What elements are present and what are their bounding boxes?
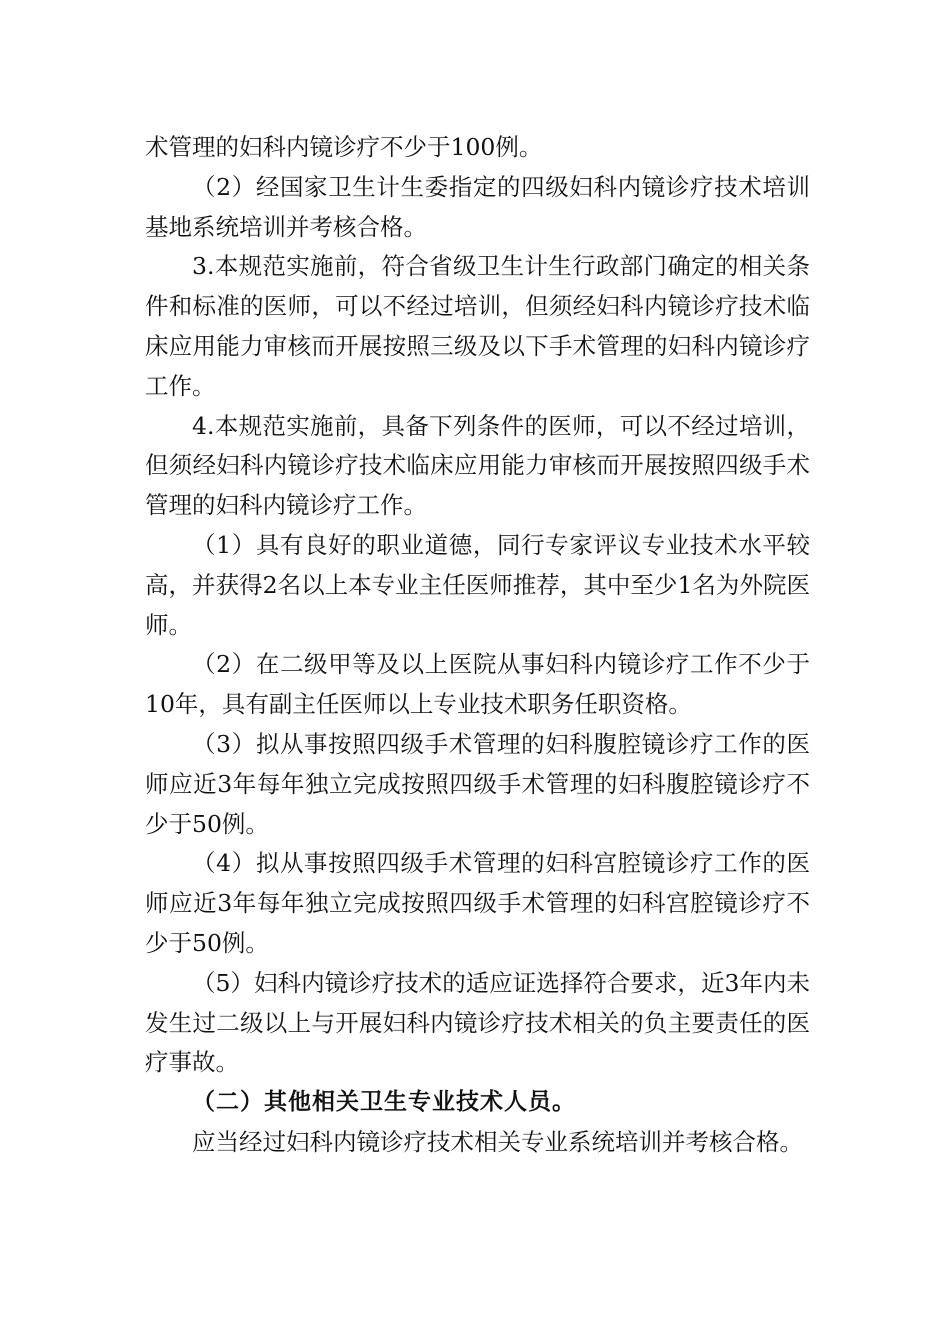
paragraph-item-4: 4.本规范实施前，具备下列条件的医师，可以不经过培训，但须经妇科内镜诊疗技术临床应用能力审核而开展按照四级手术管理的妇科内镜诊疗工作。 <box>145 411 810 520</box>
section-heading: （二）其他相关卫生专业技术人员。 <box>192 1089 576 1116</box>
paragraph-sub-2: （2）在二级甲等及以上医院从事妇科内镜诊疗工作不少于10年，具有副主任医师以上专业技术职务任职资格。 <box>145 650 810 719</box>
paragraph-item-2-training: （2）经国家卫生计生委指定的四级妇科内镜诊疗技术培训基地系统培训并考核合格。 <box>145 172 810 241</box>
paragraph-final: 应当经过妇科内镜诊疗技术相关专业系统培训并考核合格。 <box>192 1127 803 1156</box>
paragraph-sub-3: （3）拟从事按照四级手术管理的妇科腹腔镜诊疗工作的医师应近3年每年独立完成按照四级手术管理的妇科腹腔镜诊疗不少于50例。 <box>145 729 810 838</box>
paragraph-continuation: 术管理的妇科内镜诊疗不少于100例。 <box>145 133 543 161</box>
document-body <box>145 128 810 1163</box>
paragraph-sub-4: （4）拟从事按照四级手术管理的妇科宫腔镜诊疗工作的医师应近3年每年独立完成按照四级手术管理的妇科宫腔镜诊疗不少于50例。 <box>145 849 810 957</box>
paragraph-sub-1: （1）具有良好的职业道德，同行专家评议专业技术水平较高，并获得2名以上本专业主任医师推荐，其中至少1名为外院医师。 <box>145 530 810 639</box>
paragraph-item-3: 3.本规范实施前，符合省级卫生计生行政部门确定的相关条件和标准的医师，可以不经过培训，但须经妇科内镜诊疗技术临床应用能力审核而开展按照三级及以下手术管理的妇科内镜诊疗工作。 <box>145 252 810 400</box>
paragraph-sub-5: （5）妇科内镜诊疗技术的适应证选择符合要求，近3年内未发生过二级以上与开展妇科内镜诊疗技术相关的负主要责任的医疗事故。 <box>145 968 810 1077</box>
